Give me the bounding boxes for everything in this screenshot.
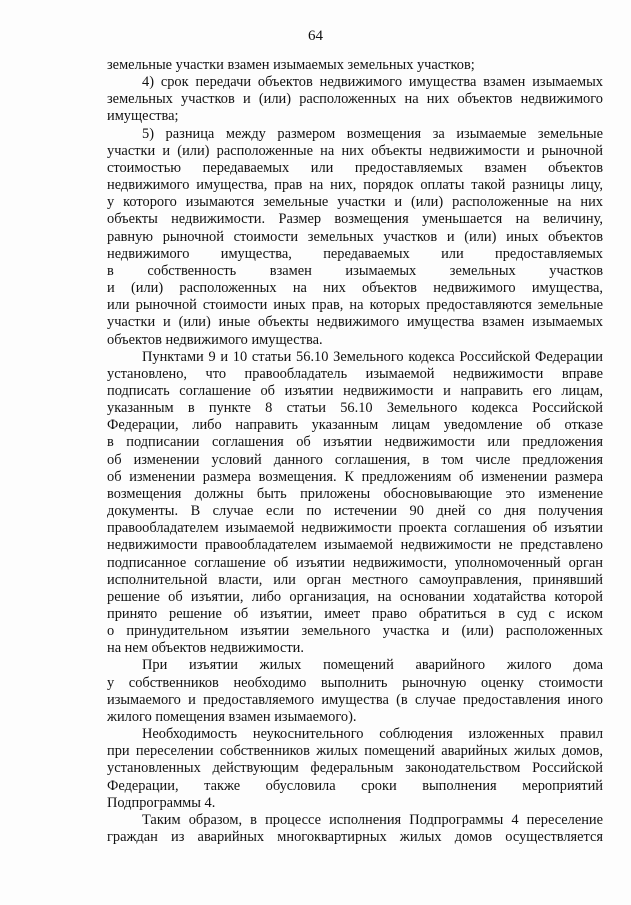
text-line: равную рыночной стоимости земельных участков и (или) иных объектов [107, 228, 603, 245]
paragraph [107, 57, 603, 74]
text-line: указанным в пункте 8 статьи 56.10 Земельного кодекса Российской [107, 400, 603, 417]
document-body [107, 57, 603, 846]
text-line: установленных действующим федеральным законодательством Российской [107, 760, 603, 777]
paragraph [107, 812, 603, 846]
text-line: установлено, что правообладатель изымаемой недвижимости вправе [107, 365, 603, 382]
text-line: стоимостью передаваемых или предоставляемых взамен объектов [107, 159, 603, 176]
text-line: или рыночной стоимости иных прав, на которых предоставляются земельные [107, 297, 603, 314]
text-line: 5) разница между размером возмещения за изымаемые земельные [142, 125, 603, 142]
text-line: изымаемого и предоставляемого имущества (в случае предоставления иного [107, 691, 603, 708]
text-line: имущества; [107, 108, 179, 125]
text-line: Подпрограммы 4. [107, 794, 216, 811]
paragraph [107, 74, 603, 125]
paragraph [107, 726, 603, 812]
paragraph [107, 349, 603, 658]
paragraph [107, 657, 603, 726]
text-line: правообладателем изымаемой недвижимости проекта соглашения об изъятии [107, 520, 603, 537]
text-line: у собственников необходимо выполнить рыночную оценку стоимости [107, 674, 603, 691]
paragraph [107, 126, 603, 349]
text-line: жилого помещения взамен изымаемого). [107, 708, 357, 725]
text-line: документы. В случае если по истечении 90 дней со дня получения [107, 503, 603, 520]
text-line: При изъятии жилых помещений аварийного жилого дома [142, 657, 603, 674]
text-line: граждан из аварийных многоквартирных жилых домов осуществляется [107, 829, 603, 846]
text-line: Необходимость неукоснительного соблюдения изложенных правил [142, 726, 603, 743]
text-line: земельных участков и (или) расположенных на них объектов недвижимого [107, 91, 603, 108]
text-line: Таким образом, в процессе исполнения Подпрограммы 4 переселение [142, 811, 603, 828]
text-line: Пунктами 9 и 10 статьи 56.10 Земельного кодекса Российской Федерации [142, 348, 603, 365]
text-line: об изменении размера возмещения. К предложениям об изменении размера [107, 468, 603, 485]
text-line: решение об изъятии, либо организация, на основании ходатайства которой [107, 588, 603, 605]
text-line: при переселении собственников жилых помещений аварийных жилых домов, [107, 743, 603, 760]
text-line: Федерации, либо направить указанным лицам уведомление об отказе [107, 417, 603, 434]
text-line: объектов недвижимого имущества. [107, 331, 323, 348]
text-line: участки и (или) иные объекты недвижимого имущества взамен изымаемых [107, 314, 603, 331]
text-line: в подписании соглашения об изъятии недвижимости или предложения [107, 434, 603, 451]
text-line: недвижимого имущества, передаваемых или предоставляемых [107, 245, 603, 262]
text-line: 4) срок передачи объектов недвижимого имущества взамен изымаемых [142, 74, 603, 91]
text-line: недвижимости правообладателем изымаемой недвижимости не представлено [107, 537, 603, 554]
text-line: объекты недвижимости. Размер возмещения уменьшается на величину, [107, 211, 603, 228]
text-line: на нем объектов недвижимости. [107, 640, 304, 657]
text-line: подписанное соглашение об изъятии недвижимости, уполномоченный орган [107, 554, 603, 571]
text-line: недвижимого имущества, прав на них, порядок оплаты такой разницы лицу, [107, 177, 603, 194]
text-line: об изменении условий данного соглашения, в том числе предложения [107, 451, 603, 468]
text-line: земельные участки взамен изымаемых земельных участков; [107, 57, 475, 73]
text-line: подписать соглашение об изъятии недвижимости и направить его лицам, [107, 382, 603, 399]
text-line: участки и (или) расположенные на них объекты недвижимости и рыночной [107, 142, 603, 159]
text-line: возмещения должны быть приложены обосновывающие это изменение [107, 485, 603, 502]
text-line: у которого изымаются земельные участки и (или) расположенные на них [107, 194, 603, 211]
text-line: в собственность взамен изымаемых земельных участков [107, 262, 603, 279]
text-line: принято решение об изъятии, имеет право обратиться в суд с иском [107, 606, 603, 622]
text-line: и (или) расположенных на них объектов недвижимого имущества, [107, 280, 603, 297]
text-line: исполнительной власти, или орган местного самоуправления, принявший [107, 571, 603, 588]
page-number: 64 [308, 28, 323, 44]
text-line: Федерации, также обусловила сроки выполнения мероприятий [107, 777, 603, 794]
text-line: о принудительном изъятии земельного участка и (или) расположенных [107, 623, 603, 640]
